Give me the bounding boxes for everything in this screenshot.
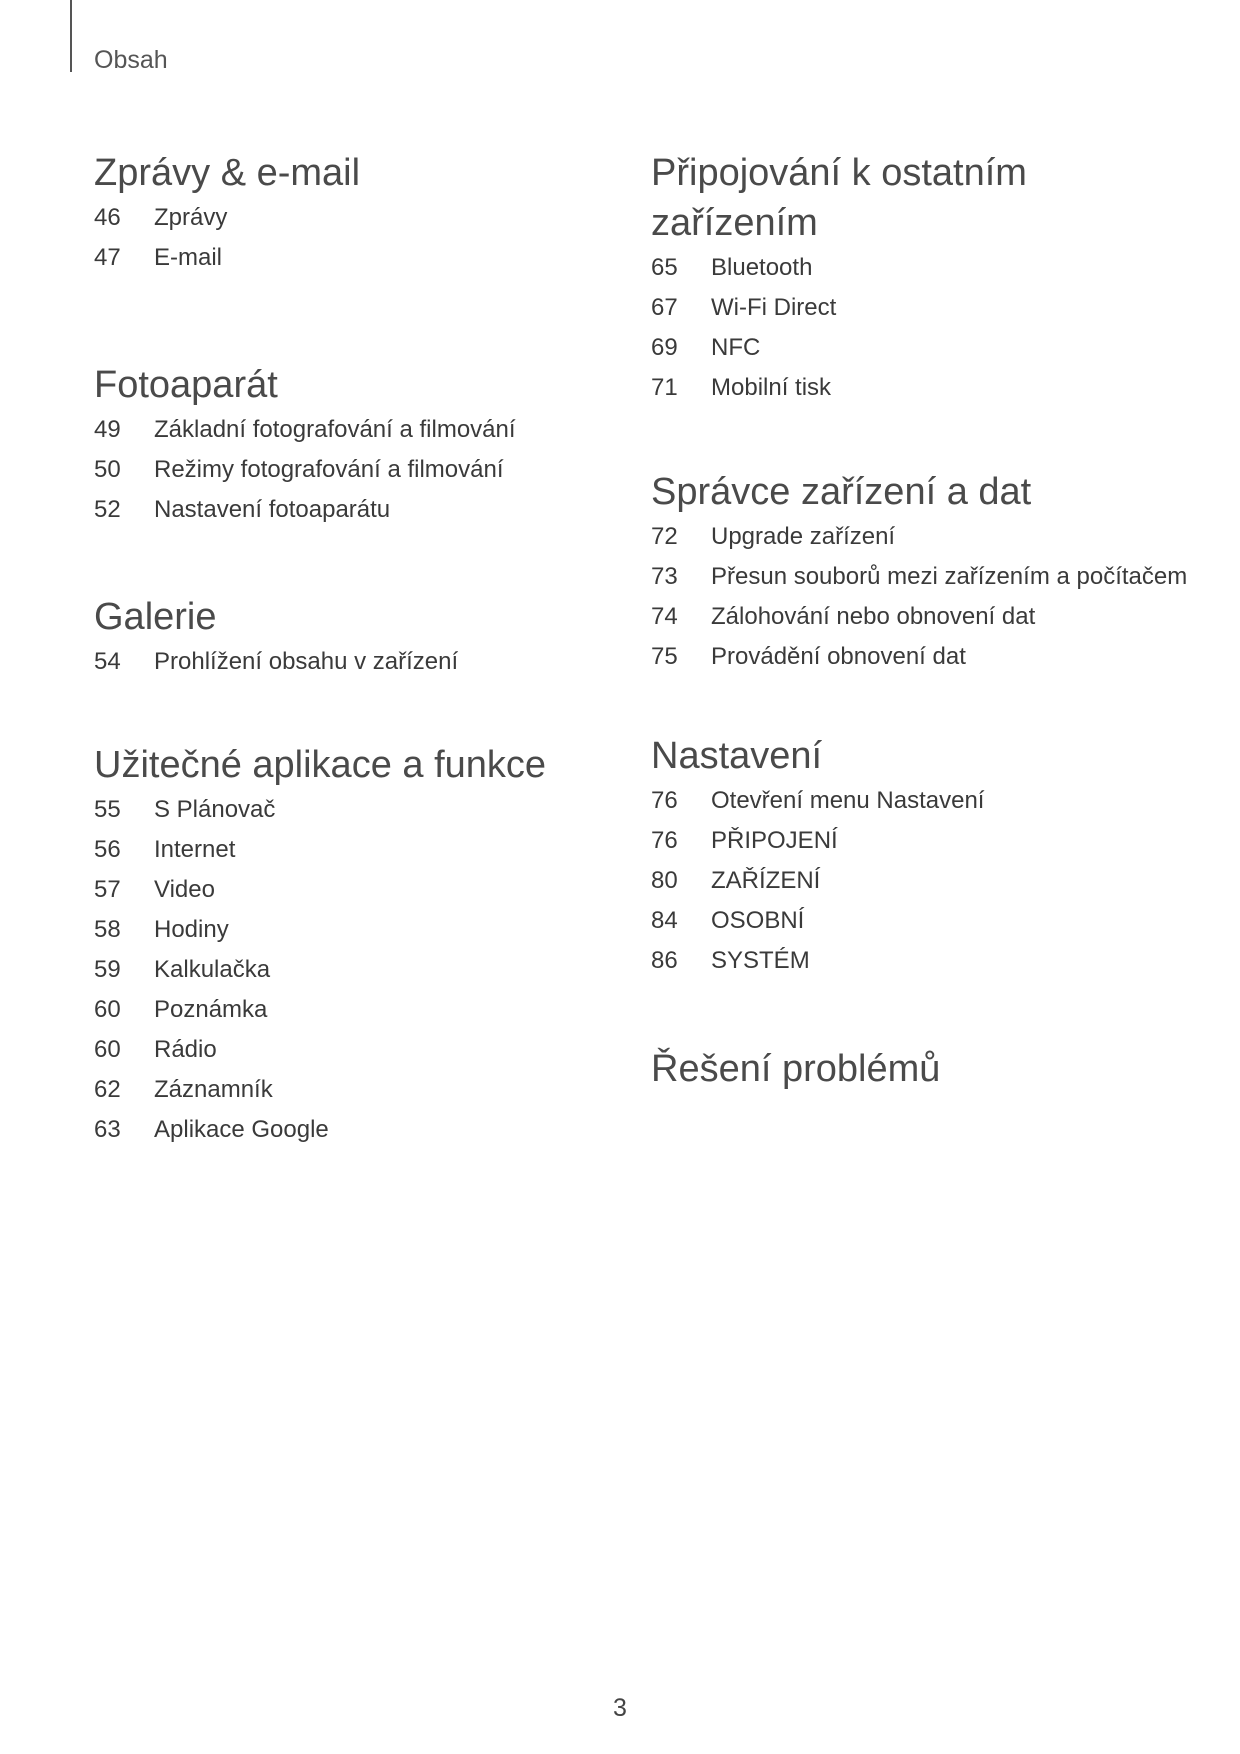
header-rule	[70, 0, 72, 72]
entry-page: 73	[651, 563, 678, 590]
entry-page: 75	[651, 643, 678, 670]
toc-section	[94, 592, 614, 678]
entry-title: PŘIPOJENÍ	[711, 827, 838, 854]
entry-title: Zálohování nebo obnovení dat	[711, 603, 1036, 630]
toc-entry[interactable]	[651, 825, 1191, 857]
toc-entry[interactable]	[94, 202, 614, 234]
section-heading[interactable]: Nastavení	[651, 735, 823, 777]
toc-entry[interactable]	[651, 521, 1191, 553]
toc-entry[interactable]	[94, 834, 614, 866]
entry-title: ZAŘÍZENÍ	[711, 867, 821, 894]
toc-entry[interactable]	[651, 332, 1191, 364]
toc-entry[interactable]	[94, 794, 614, 826]
toc-entry[interactable]	[651, 641, 1191, 673]
entry-title: Záznamník	[154, 1076, 273, 1103]
entry-page: 58	[94, 916, 121, 943]
entry-page: 55	[94, 796, 121, 823]
entry-page: 86	[651, 947, 678, 974]
toc-entry[interactable]	[94, 914, 614, 946]
section-heading[interactable]: Zprávy & e-mail	[94, 152, 361, 194]
toc-section	[651, 1044, 1191, 1094]
entry-title: Provádění obnovení dat	[711, 643, 966, 670]
toc-section	[651, 731, 1191, 977]
entry-title: NFC	[711, 334, 761, 361]
entry-page: 71	[651, 374, 678, 401]
entry-page: 46	[94, 204, 121, 231]
toc-section	[94, 740, 614, 1146]
toc-entry[interactable]	[651, 372, 1191, 404]
entry-title: Prohlížení obsahu v zařízení	[154, 648, 459, 675]
section-heading[interactable]: Galerie	[94, 596, 217, 638]
toc-entry[interactable]	[94, 494, 614, 526]
toc-section	[651, 148, 1191, 404]
entry-title: Internet	[154, 836, 236, 863]
entry-title: S Plánovač	[154, 796, 276, 823]
toc-entry[interactable]	[651, 252, 1191, 284]
entry-title: Hodiny	[154, 916, 229, 943]
entry-page: 60	[94, 1036, 121, 1063]
section-heading[interactable]: Správce zařízení a dat	[651, 471, 1032, 513]
entry-title: Upgrade zařízení	[711, 523, 896, 550]
entry-title: Nastavení fotoaparátu	[154, 496, 391, 523]
entry-page: 62	[94, 1076, 121, 1103]
entry-title: Poznámka	[154, 996, 268, 1023]
header-label: Obsah	[94, 46, 168, 74]
entry-title: Aplikace Google	[154, 1116, 329, 1143]
entry-page: 56	[94, 836, 121, 863]
section-heading[interactable]: Fotoaparát	[94, 364, 278, 406]
toc-entry[interactable]	[94, 1114, 614, 1146]
entry-page: 60	[94, 996, 121, 1023]
toc-entry[interactable]	[94, 646, 614, 678]
toc-entry[interactable]	[651, 945, 1191, 977]
toc-entry[interactable]	[651, 905, 1191, 937]
toc-entry[interactable]	[651, 292, 1191, 324]
entry-page: 65	[651, 254, 678, 281]
toc-entry[interactable]	[651, 601, 1191, 633]
section-heading[interactable]: Připojování k ostatním zařízením	[651, 152, 1027, 244]
entry-page: 50	[94, 456, 121, 483]
entry-page: 54	[94, 648, 121, 675]
entry-title: Bluetooth	[711, 254, 813, 281]
entry-title: Wi-Fi Direct	[711, 294, 837, 321]
entry-page: 47	[94, 244, 121, 271]
toc-entry[interactable]	[94, 1074, 614, 1106]
entry-title: Video	[154, 876, 215, 903]
toc-entry[interactable]	[651, 785, 1191, 817]
entry-title: Režimy fotografování a filmování	[154, 456, 504, 483]
section-heading[interactable]: Řešení problémů	[651, 1048, 941, 1090]
entry-title: E-mail	[154, 244, 223, 271]
entry-title: Základní fotografování a filmování	[154, 416, 516, 443]
toc-section	[94, 148, 614, 274]
toc-entry[interactable]	[651, 561, 1191, 593]
toc-section	[651, 467, 1191, 673]
toc-entry[interactable]	[94, 454, 614, 486]
section-heading[interactable]: Užitečné aplikace a funkce	[94, 744, 547, 786]
entry-page: 49	[94, 416, 121, 443]
entry-page: 69	[651, 334, 678, 361]
entry-page: 76	[651, 827, 678, 854]
toc-entry[interactable]	[94, 414, 614, 446]
toc-entry[interactable]	[94, 994, 614, 1026]
entry-title: Otevření menu Nastavení	[711, 787, 985, 814]
entry-title: Zprávy	[154, 204, 228, 231]
entry-page: 84	[651, 907, 678, 934]
entry-title: SYSTÉM	[711, 947, 810, 974]
entry-page: 76	[651, 787, 678, 814]
entry-page: 63	[94, 1116, 121, 1143]
toc-entry[interactable]	[94, 1034, 614, 1066]
entry-page: 74	[651, 603, 678, 630]
toc-section	[94, 360, 614, 526]
page-number: 3	[613, 1694, 627, 1722]
entry-page: 67	[651, 294, 678, 321]
entry-page: 52	[94, 496, 121, 523]
entry-title: Přesun souborů mezi zařízením a počítačem	[711, 563, 1188, 590]
toc-entry[interactable]	[94, 874, 614, 906]
entry-title: OSOBNÍ	[711, 907, 805, 934]
toc-right-column	[651, 148, 1191, 1094]
entry-page: 57	[94, 876, 121, 903]
entry-page: 59	[94, 956, 121, 983]
entry-title: Kalkulačka	[154, 956, 271, 983]
toc-entry[interactable]	[94, 242, 614, 274]
toc-entry[interactable]	[651, 865, 1191, 897]
entry-title: Mobilní tisk	[711, 374, 832, 401]
entry-page: 80	[651, 867, 678, 894]
toc-left-column	[94, 148, 614, 1154]
entry-title: Rádio	[154, 1036, 217, 1063]
entry-page: 72	[651, 523, 678, 550]
toc-entry[interactable]	[94, 954, 614, 986]
